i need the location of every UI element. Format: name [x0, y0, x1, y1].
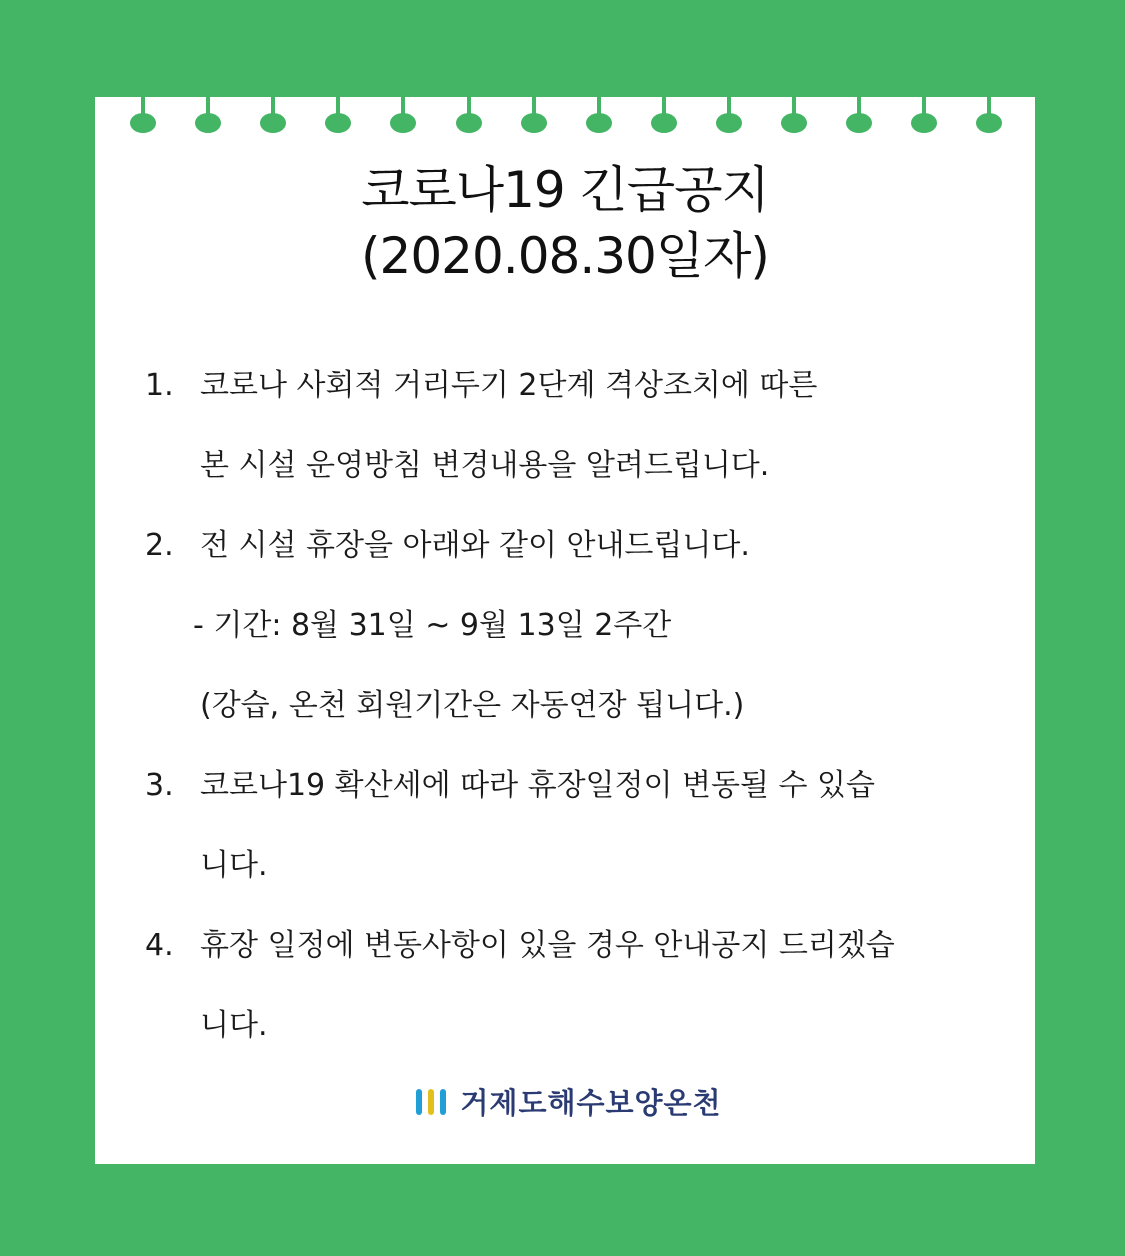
item-number: 4. [145, 928, 174, 963]
item-text: 휴장 일정에 변동사항이 있을 경우 안내공지 드리겠습 [200, 928, 895, 963]
item-text: 코로나 사회적 거리두기 2단계 격상조치에 따른 [200, 368, 818, 403]
closure-note [95, 681, 1035, 731]
item-number: 3. [145, 768, 174, 803]
notice-body [95, 97, 1035, 1164]
brand-name: 거제도해수보양온천 [460, 1086, 722, 1120]
title-line-1: 코로나19 긴급공지 [361, 161, 769, 219]
notice-paper [95, 97, 1035, 1164]
item-text: 니다. [200, 1008, 268, 1043]
list-item-continuation [95, 441, 1035, 491]
list-item [95, 761, 1035, 811]
period-text: - 기간: 8월 31일 ~ 9월 13일 2주간 [193, 608, 672, 643]
item-number: 2. [145, 528, 174, 563]
title-line-2: (2020.08.30일자) [361, 227, 769, 285]
list-item [95, 361, 1035, 411]
closure-period [95, 601, 1035, 651]
list-item-continuation [95, 1001, 1035, 1051]
logo-bar-1 [416, 1089, 422, 1115]
logo-bar-2 [428, 1089, 434, 1115]
list-item [95, 921, 1035, 971]
item-text: 코로나19 확산세에 따라 휴장일정이 변동될 수 있습 [200, 768, 875, 803]
waves-logo-icon [408, 1085, 454, 1115]
list-item [95, 521, 1035, 571]
item-text: 니다. [200, 848, 268, 883]
item-text: 본 시설 운영방침 변경내용을 알려드립니다. [200, 448, 770, 483]
item-text: 전 시설 휴장을 아래와 같이 안내드립니다. [200, 528, 750, 563]
period-note-text: (강습, 온천 회원기간은 자동연장 됩니다.) [200, 688, 745, 723]
list-item-continuation [95, 841, 1035, 891]
footer-brand [95, 1081, 1035, 1121]
logo-bar-3 [440, 1089, 446, 1115]
item-number: 1. [145, 368, 174, 403]
